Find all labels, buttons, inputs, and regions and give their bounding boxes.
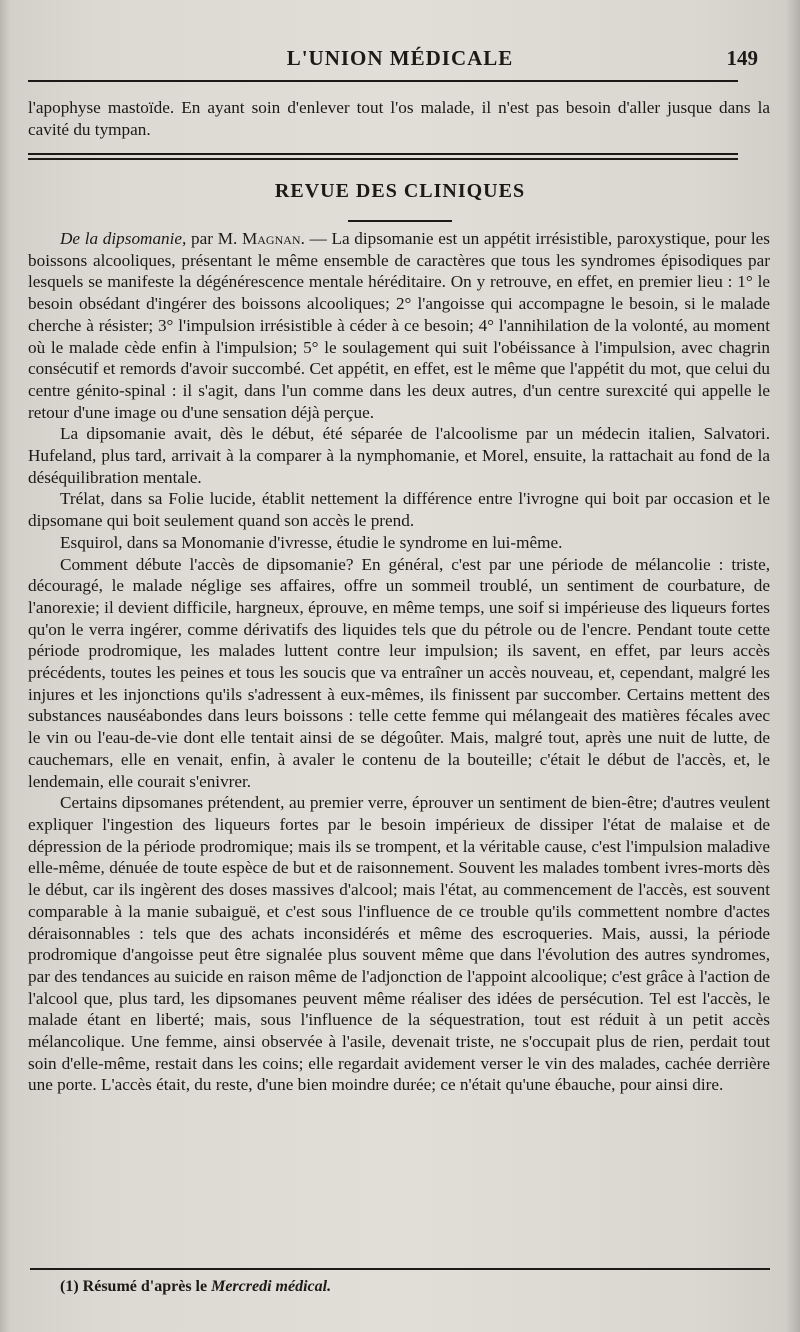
article-paragraph: Comment débute l'accès de dipsomanie? En général, c'est par une période de mélancolie : triste, découragé, le malade néglige ses affaires, offre un sommeil troublé, un sentiment de courbature, de l'anorexie; il devient difficile, hargneux, éprouve, en même temps, une soif si impérieuse des liqueurs fortes qu'on le verra ingérer, comme dérivatifs des liquides tels que du pétrole ou de l'encre. Pendant toute cette période prodromique, les malades luttent contre leur impulsion; ils savent, en effet, par leurs accès précédents, toutes les peines et tous les soucis que va entraîner un accès nouveau, et, cependant, malgré les injures et les injonctions qu'ils s'adressent à eux-mêmes, ils finissent par succomber. Certains mettent des substances nauséabondes dans leurs boissons : telle cette femme qui mélangeait des matières fécales avec le vin ou l'eau-de-vie dont elle tentait ainsi de se dégoûter. Mais, malgré tout, après une nuit de lutte, de cauchemars, elle en venait, enfin, à avaler le contenu de la bouteille; c'était le début de l'accès, et, le lendemain, elle courait s'enivrer. <box>28 554 770 791</box>
continued-text: l'apophyse mastoïde. En ayant soin d'enlever tout l'os malade, il n'est pas besoin d'aller jusque dans la cavité du tympan. <box>28 98 770 139</box>
article-paragraph: Certains dipsomanes prétendent, au premier verre, éprouver un sentiment de bien-être; d'autres veulent expliquer l'ingestion des liqueurs fortes par le besoin impérieux de dissiper l'état de malaise et de dépression de la période prodromique; mais ils se trompent, et la véritable cause, c'est l'impulsion maladive elle-même, dénuée de toute espèce de but et de raisonnement. Souvent les malades tombent ivres-morts dès le début, car ils ingèrent des doses massives d'alcool; mais l'état, au commencement de l'accès, est souvent comparable à la manie subaiguë, et c'est sous l'influence de ce trouble qu'ils commettent nombre d'actes déraisonnables : tels que des achats inconsidérés et même des escroqueries. Mais, aussi, la période prodromique d'angoisse peut être signalée plus souvent même que dans l'évolution des autres syndromes, par des tendances au suicide en raison même de l'adjonction de l'appoint alcoolique; c'est grâce à l'action de l'alcool que, plus tard, les dipsomanes peuvent même réaliser des idées de persécution. Tel est l'accès, le malade étant en liberté; mais, sous l'influence de la séquestration, tout est réduit à un petit accès mélancolique. Une femme, ainsi observée à l'asile, devenait triste, ne s'occupait plus de rien, perdait tout soin d'elle-même, restait dans les coins; elle regardait avidement verser le vin des malades, cachée derrière une porte. L'accès était, du reste, d'une bien moindre durée; ce n'était qu'une ébauche, pour ainsi dire. <box>28 793 770 1095</box>
header-rule <box>28 80 738 82</box>
page-number: 149 <box>726 46 758 70</box>
section-double-rule-bottom <box>28 158 738 160</box>
article-lead-by: par M. <box>186 229 242 248</box>
article-paragraph: Trélat, dans sa Folie lucide, établit nettement la différence entre l'ivrogne qui boit par occasion et le dipsomane qui boit seulement quand son accès le prend. <box>28 489 770 531</box>
section-title: REVUE DES CLINIQUES <box>274 180 526 202</box>
footnote-marker: (1) <box>60 1278 79 1295</box>
article-paragraph-text: . — La dipsomanie est un appétit irrésistible, paroxystique, pour les boissons alcooliques, présentant le même ensemble de caractères que tous les syndromes épisodiques par lesquels se manifeste la dégénérescence mentale héréditaire. On y retrouve, en effet, en premier lieu : 1° le besoin obsédant d'ingérer des boissons alcooliques; 2° l'angoisse qui accompagne le besoin, si le malade cherche à résister; 3° l'impulsion irrésistible à céder à ce besoin; 4° l'annihilation de la volonté, au moment où le malade cède enfin à l'impulsion; 5° le soulagement qui suit l'obéissance à l'impulsion, avec chagrin consécutif et remords d'avoir succombé. Cet appétit, en effet, est le même que l'appétit du mot, que celui du centre génito-spinal : il s'agit, dans l'un comme dans les deux autres, d'un centre surexcité qui appelle le retour d'une image ou d'une sensation déjà perçue. <box>28 229 770 422</box>
section-title-underline <box>348 220 452 222</box>
article-author: Magnan <box>241 229 301 248</box>
article-body <box>28 228 770 1096</box>
page-header <box>30 46 770 80</box>
footnote <box>60 1278 760 1296</box>
section-double-rule-top <box>28 153 738 155</box>
article-paragraph: Esquirol, dans sa Monomanie d'ivresse, étudie le syndrome en lui-même. <box>60 532 563 552</box>
article-lead-title: De la dipsomanie, <box>60 229 187 248</box>
footnote-rule <box>30 1268 770 1270</box>
running-head: L'UNION MÉDICALE <box>286 46 514 70</box>
footnote-source: Mercredi médical. <box>211 1278 332 1295</box>
article-paragraph: La dipsomanie avait, dès le début, été séparée de l'alcoolisme par un médecin italien, Salvatori. Hufeland, plus tard, arrivait à la comparer à la nymphomanie, et Morel, ensuite, la rattachait au fond de la déséquilibration mentale. <box>28 424 770 487</box>
footnote-text: Résumé d'après le <box>78 1278 212 1295</box>
article-paragraph <box>28 228 770 423</box>
